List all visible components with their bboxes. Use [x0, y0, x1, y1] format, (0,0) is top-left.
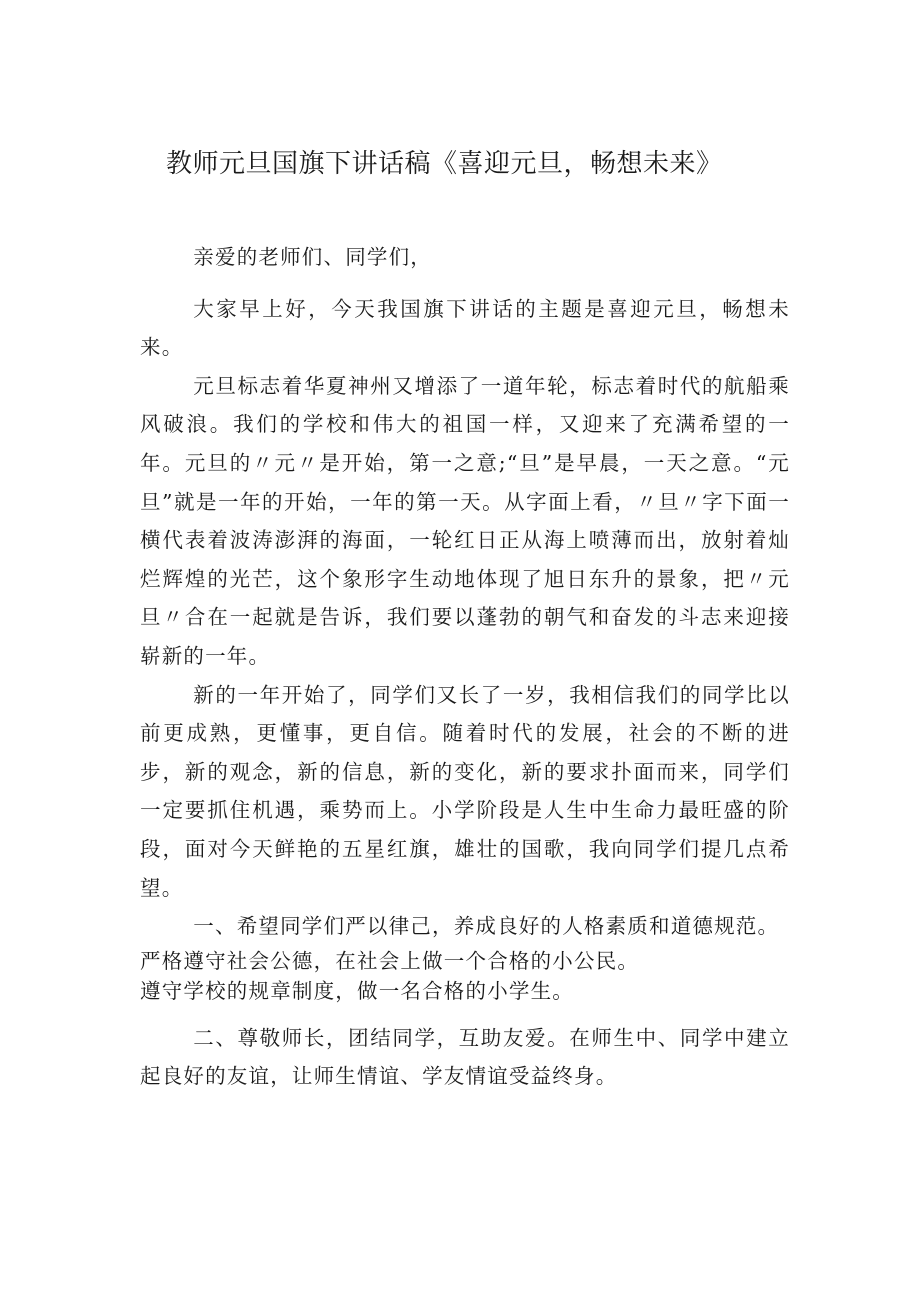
document-body — [140, 238, 790, 1096]
line-2: 遵守学校的规章制度，做一名合格的小学生。 — [140, 978, 574, 1003]
final-paragraph: 二、尊敬师长，团结同学，互助友爱。在师生中、同学中建立起良好的友谊，让师生情谊、学友情谊受益终身。 — [140, 1025, 790, 1089]
greeting-paragraph: 亲爱的老师们、同学们， — [193, 245, 432, 269]
paragraph-2: 元旦标志着华夏神州又增添了一道年轮，标志着时代的航船乘风破浪。我们的学校和伟大的祖国一样，又迎来了充满希望的一年。元旦的〃元〃是开始，第一之意;“旦”是早晨，一天之意。“元旦”就是一年的开始，一年的第一天。从字面上看，〃旦〃字下面一横代表着波涛澎湃的海面，一轮红日正从海上喷薄而出，放射着灿烂辉煌的光芒，这个象形字生动地体现了旭日东升的景象，把〃元旦〃合在一起就是告诉，我们要以蓬勃的朝气和奋发的斗志来迎接崭新的一年。 — [140, 373, 790, 668]
line-1: 严格遵守社会公德，在社会上做一个合格的小公民。 — [140, 948, 640, 973]
paragraph-3: 新的一年开始了，同学们又长了一岁，我相信我们的同学比以前更成熟，更懂事，更自信。随着时代的发展，社会的不断的进步，新的观念，新的信息，新的变化，新的要求扑面而来，同学们一定要抓住机遇，乘势而上。小学阶段是人生中生命力最旺盛的阶段，面对今天鲜艳的五星红旗，雄壮的国歌，我向同学们提几点希望。 — [140, 682, 790, 900]
paragraph-1: 大家早上好，今天我国旗下讲话的主题是喜迎元旦，畅想未来。 — [140, 296, 790, 360]
document-title: 教师元旦国旗下讲话稿《喜迎元旦，畅想未来》 — [166, 149, 723, 179]
paragraph-4: 一、希望同学们严以律己，养成良好的人格素质和道德规范。 — [193, 914, 780, 939]
